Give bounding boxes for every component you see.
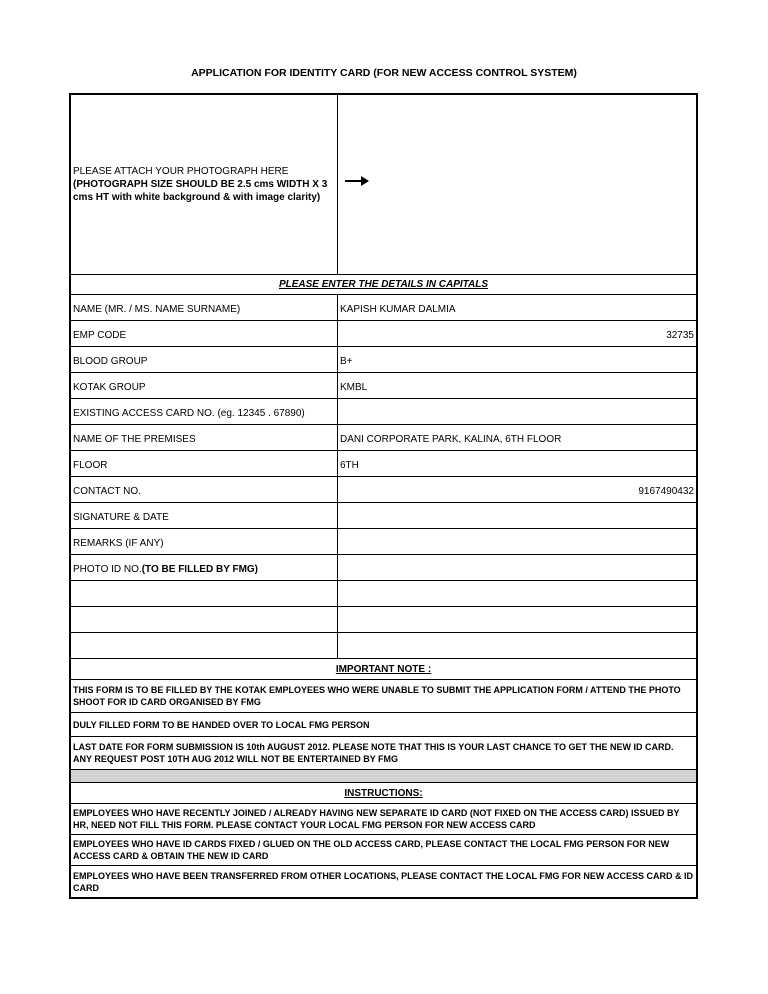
- photo-row: [71, 95, 696, 275]
- details-header: PLEASE ENTER THE DETAILS IN CAPITALS: [71, 275, 696, 295]
- field-value-floor[interactable]: 6TH: [340, 460, 359, 471]
- photo-id-label-text: PHOTO ID NO.: [73, 564, 142, 575]
- field-label: EMP CODE: [71, 321, 338, 346]
- blank-cell[interactable]: [338, 581, 696, 606]
- blank-row: [71, 581, 696, 607]
- blank-cell[interactable]: [71, 581, 338, 606]
- field-row-photo-id: [71, 555, 696, 581]
- field-value-kotak-group[interactable]: KMBL: [340, 382, 368, 393]
- field-value-emp-code[interactable]: 32735: [666, 330, 694, 341]
- field-value-name[interactable]: KAPISH KUMAR DALMIA: [340, 304, 456, 315]
- field-label: NAME (MR. / MS. NAME SURNAME): [71, 295, 338, 320]
- form-title: APPLICATION FOR IDENTITY CARD (FOR NEW ACCESS CONTROL SYSTEM): [191, 67, 577, 79]
- field-row-remarks: [71, 529, 696, 555]
- field-row-name: [71, 295, 696, 321]
- field-label: BLOOD GROUP: [71, 347, 338, 372]
- application-form: [69, 93, 698, 899]
- photo-instruction-line: PLEASE ATTACH YOUR PHOTOGRAPH HERE: [73, 166, 289, 177]
- blank-row: [71, 607, 696, 633]
- blank-cell[interactable]: [71, 633, 338, 658]
- instruction-item: EMPLOYEES WHO HAVE BEEN TRANSFERRED FROM OTHER LOCATIONS, PLEASE CONTACT THE LOCAL FMG FOR NEW ACCESS CARD & ID CARD: [73, 870, 694, 893]
- instruction-item: EMPLOYEES WHO HAVE RECENTLY JOINED / ALREADY HAVING NEW SEPARATE ID CARD (NOT FIXED ON THE ACCESS CARD) ISSUED BY HR, NEED NOT FILL THIS FORM. PLEASE CONTACT YOUR LOCAL FMG PERSON FOR NEW ACCESS CARD: [71, 804, 696, 835]
- blank-cell[interactable]: [338, 633, 696, 658]
- field-row-blood-group: [71, 347, 696, 373]
- grey-divider: [71, 770, 696, 783]
- field-row-kotak-group: [71, 373, 696, 399]
- field-value-photo-id[interactable]: [338, 555, 696, 580]
- field-label: FLOOR: [71, 451, 338, 476]
- field-value-signature[interactable]: [338, 503, 696, 528]
- important-note-title: IMPORTANT NOTE :: [71, 659, 696, 680]
- field-label: EXISTING ACCESS CARD NO. (eg. 12345 . 67890): [71, 399, 338, 424]
- instruction-item: EMPLOYEES WHO HAVE ID CARDS FIXED / GLUED ON THE OLD ACCESS CARD, PLEASE CONTACT THE LOCAL FMG PERSON FOR NEW ACCESS CARD & OBTAIN THE NEW ID CARD: [71, 835, 696, 866]
- field-label: REMARKS (IF ANY): [71, 529, 338, 554]
- photo-id-label: [71, 555, 338, 580]
- field-value-blood-group[interactable]: B+: [340, 356, 353, 367]
- field-label: NAME OF THE PREMISES: [71, 425, 338, 450]
- important-note-item: DULY FILLED FORM TO BE HANDED OVER TO LOCAL FMG PERSON: [71, 713, 696, 737]
- arrow-right-icon: [344, 175, 370, 190]
- instructions-title: INSTRUCTIONS:: [71, 783, 696, 804]
- field-value-access-card[interactable]: [338, 399, 696, 424]
- field-row-premises: [71, 425, 696, 451]
- photo-id-label-bold: (TO BE FILLED BY FMG): [141, 564, 259, 575]
- field-label: KOTAK GROUP: [71, 373, 338, 398]
- field-row-signature: [71, 503, 696, 529]
- field-row-contact: [71, 477, 696, 503]
- important-note-item: LAST DATE FOR FORM SUBMISSION IS 10th AUGUST 2012. PLEASE NOTE THAT THIS IS YOUR LAST CHANCE TO GET THE NEW ID CARD. ANY REQUEST POST 10TH AUG 2012 WILL NOT BE ENTERTAINED BY FMG: [71, 737, 696, 770]
- blank-cell[interactable]: [338, 607, 696, 632]
- field-row-floor: [71, 451, 696, 477]
- field-value-contact[interactable]: 9167490432: [638, 486, 694, 497]
- field-label: SIGNATURE & DATE: [71, 503, 338, 528]
- important-note-item: THIS FORM IS TO BE FILLED BY THE KOTAK EMPLOYEES WHO WERE UNABLE TO SUBMIT THE APPLICATION FORM / ATTEND THE PHOTO SHOOT FOR ID CARD ORGANISED BY FMG: [71, 680, 696, 713]
- photo-instructions: [71, 95, 338, 274]
- field-row-emp-code: [71, 321, 696, 347]
- blank-cell[interactable]: [71, 607, 338, 632]
- blank-row: [71, 633, 696, 659]
- field-value-premises[interactable]: DANI CORPORATE PARK, KALINA, 6TH FLOOR: [340, 434, 562, 445]
- field-row-access-card: [71, 399, 696, 425]
- field-value-remarks[interactable]: [338, 529, 696, 554]
- photo-size-note: (PHOTOGRAPH SIZE SHOULD BE 2.5 cms WIDTH X 3 cms HT with white background & with image clarity): [73, 179, 328, 203]
- photo-attach-area[interactable]: [338, 95, 696, 274]
- field-label: CONTACT NO.: [71, 477, 338, 502]
